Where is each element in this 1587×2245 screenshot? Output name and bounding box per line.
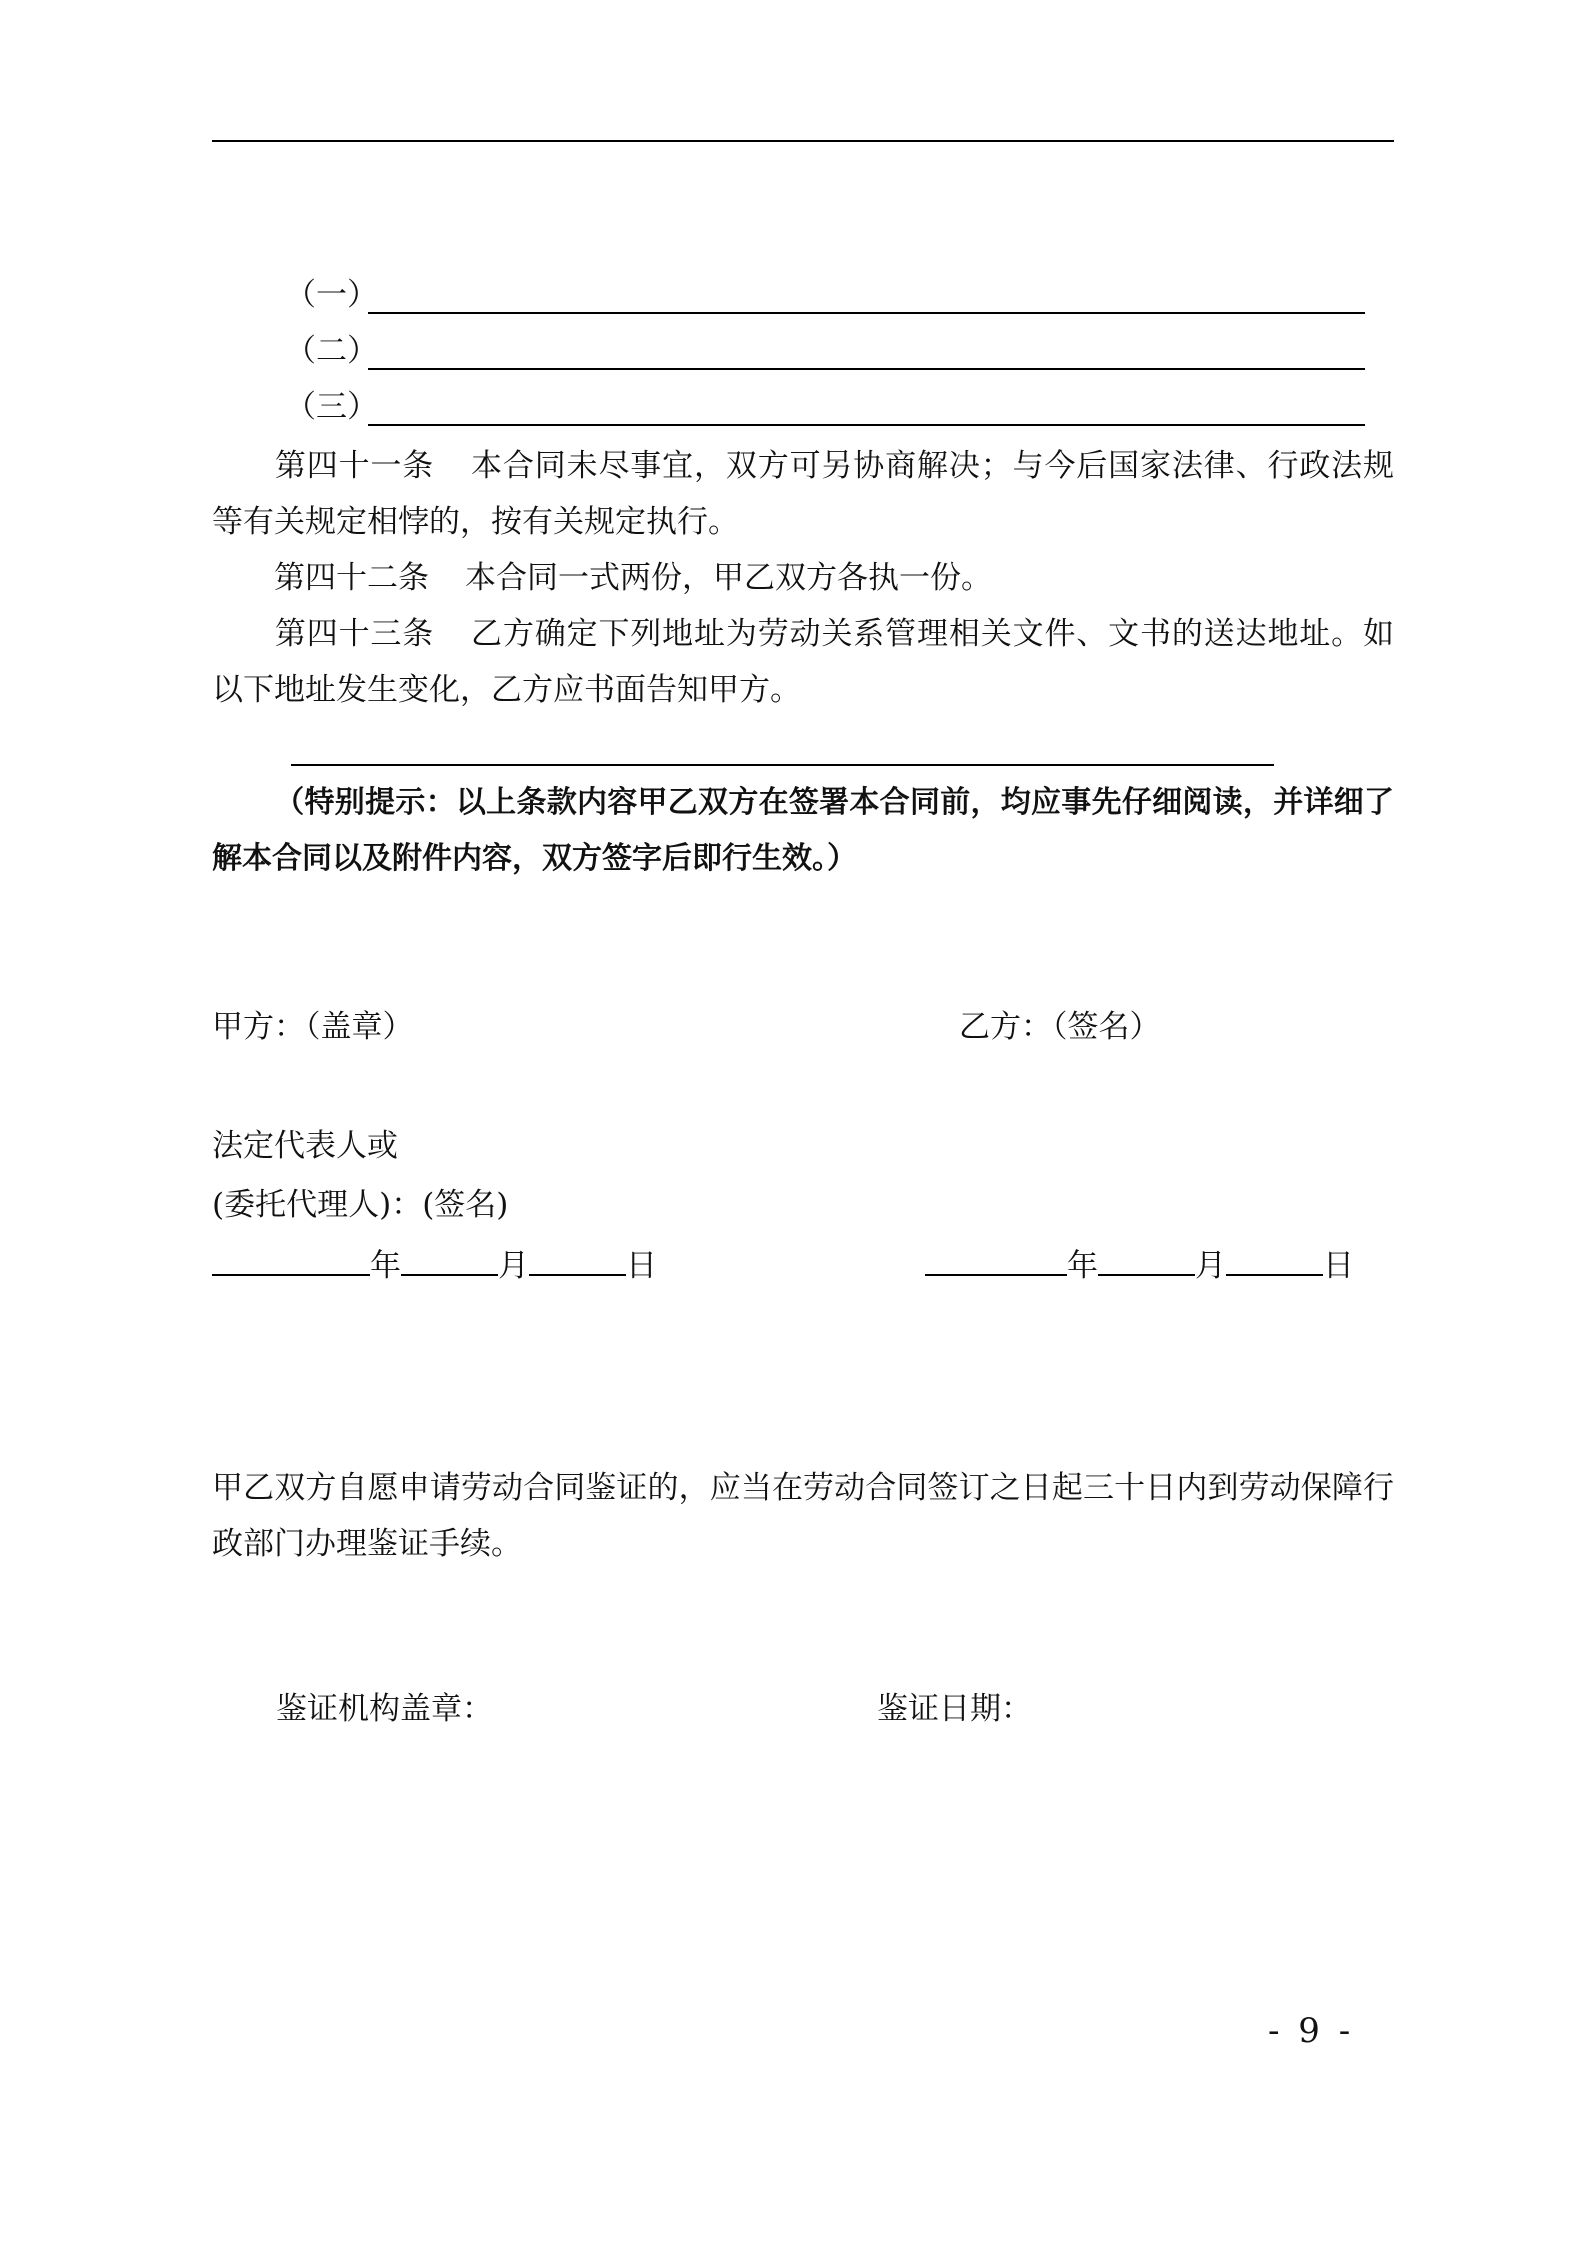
address-line[interactable] <box>291 764 1274 766</box>
article-43-text: 乙方确定下列地址为劳动关系管理相关文件、文书的送达地址。如以下地址发生变化，乙方应书面告知甲方。 <box>212 616 1395 708</box>
appraisal-seal-label: 鉴证机构盖章： <box>276 1691 493 1727</box>
party-b-year-label: 年 <box>1067 1248 1098 1284</box>
blank-item-3-line[interactable] <box>368 424 1365 426</box>
blank-item-2-label: （二） <box>285 333 378 369</box>
article-41-text: 本合同未尽事宜，双方可另协商解决；与今后国家法律、行政法规等有关规定相悖的，按有关规定执行。 <box>212 448 1395 540</box>
party-a-year-label: 年 <box>370 1248 401 1284</box>
blank-item-3-label: （三） <box>285 389 378 425</box>
party-a-rep-line1: 法定代表人或 <box>212 1128 398 1164</box>
party-b-label: 乙方：（签名） <box>959 1009 1161 1045</box>
article-43 <box>212 606 1394 718</box>
article-42 <box>212 550 1394 606</box>
blank-item-1-label: （一） <box>285 277 378 313</box>
article-41 <box>212 438 1394 550</box>
header-rule <box>212 140 1394 142</box>
party-a-day-label: 日 <box>626 1248 657 1284</box>
party-b-day-label: 日 <box>1323 1248 1354 1284</box>
party-a-year-blank[interactable] <box>212 1244 370 1276</box>
party-b-date <box>925 1244 1354 1286</box>
party-b-month-label: 月 <box>1195 1248 1226 1284</box>
article-42-text: 本合同一式两份，甲乙双方各执一份。 <box>465 560 992 596</box>
article-42-number: 第四十二条 <box>274 560 429 596</box>
party-a-date <box>212 1244 657 1286</box>
party-a-label: 甲方：（盖章） <box>212 1009 414 1045</box>
blank-item-2-line[interactable] <box>368 368 1365 370</box>
appraisal-date-label: 鉴证日期： <box>877 1691 1032 1727</box>
article-41-number: 第四十一条 <box>274 448 435 484</box>
article-43-number: 第四十三条 <box>274 616 435 652</box>
party-a-day-blank[interactable] <box>529 1244 626 1276</box>
special-notice: （特别提示：以上条款内容甲乙双方在签署本合同前，均应事先仔细阅读，并详细了解本合同以及附件内容，双方签字后即行生效。） <box>212 785 1394 876</box>
party-a-month-blank[interactable] <box>401 1244 498 1276</box>
party-b-year-blank[interactable] <box>925 1244 1067 1276</box>
party-b-month-blank[interactable] <box>1098 1244 1195 1276</box>
blank-item-1-line[interactable] <box>368 312 1365 314</box>
appraisal-note: 甲乙双方自愿申请劳动合同鉴证的，应当在劳动合同签订之日起三十日内到劳动保障行政部门办理鉴证手续。 <box>212 1470 1394 1562</box>
page-number: - 9 - <box>1268 2011 1355 2051</box>
party-a-month-label: 月 <box>498 1248 529 1284</box>
party-a-rep-line2: (委托代理人)：(签名) <box>212 1187 509 1223</box>
party-b-day-blank[interactable] <box>1226 1244 1323 1276</box>
